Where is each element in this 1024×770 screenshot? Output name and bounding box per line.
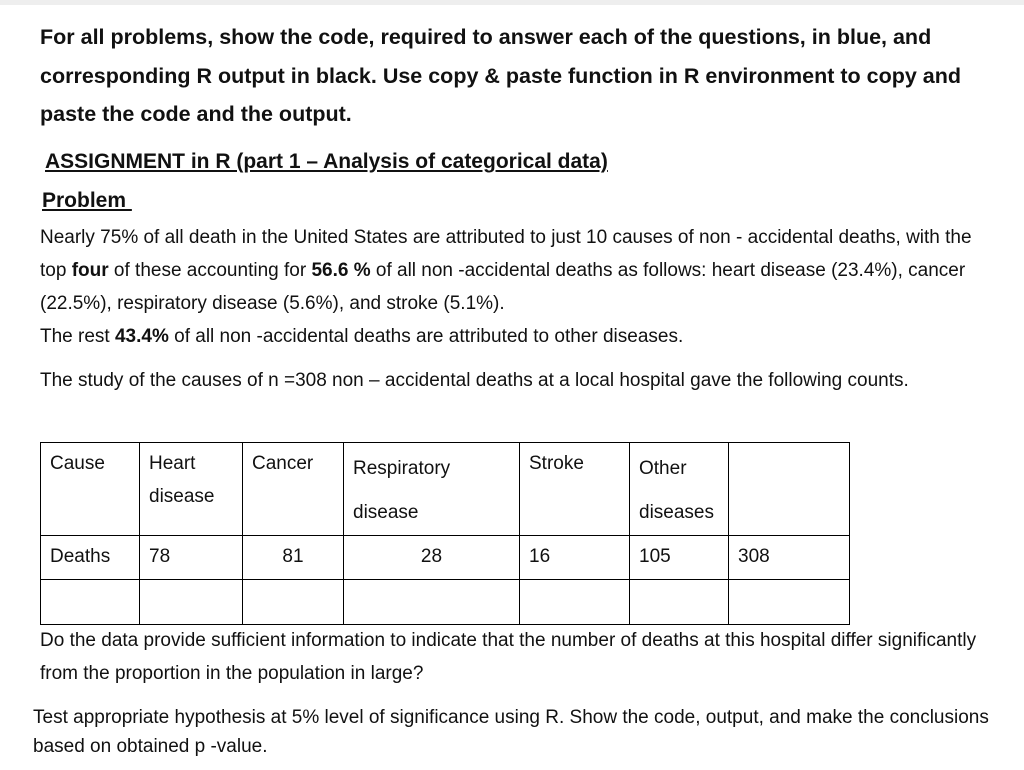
study-description: The study of the causes of n =308 non – accidental deaths at a local hospital gave the following counts. bbox=[40, 370, 909, 391]
top-edge bbox=[0, 0, 1024, 5]
respiratory-disease-header: Respiratory disease bbox=[344, 443, 520, 536]
total-header bbox=[729, 443, 850, 536]
stroke-header: Stroke bbox=[520, 443, 630, 536]
deaths-label: Deaths bbox=[41, 536, 140, 580]
empty-cell bbox=[243, 580, 344, 625]
death-counts-table bbox=[40, 442, 850, 625]
problem-heading: Problem bbox=[42, 189, 132, 212]
other-diseases-header: Other diseases bbox=[630, 443, 729, 536]
stroke-deaths: 16 bbox=[520, 536, 630, 580]
intro-instructions: For all problems, show the code, required to answer each of the questions, in blue, and corresponding R output in black. Use copy & paste function in R environment to copy and paste the code and the output. bbox=[40, 25, 961, 126]
test-instruction: Test appropriate hypothesis at 5% level of significance using R. Show the code, output, and make the conclusions based on obtained p -value. bbox=[33, 707, 989, 757]
heart-disease-header: Heart disease bbox=[140, 443, 243, 536]
empty-cell bbox=[344, 580, 520, 625]
empty-row bbox=[41, 580, 850, 625]
assignment-title: ASSIGNMENT in R (part 1 – Analysis of categorical data) bbox=[45, 150, 608, 173]
table-header-row bbox=[41, 443, 850, 536]
empty-cell bbox=[630, 580, 729, 625]
cancer-deaths: 81 bbox=[243, 536, 344, 580]
paragraph-causes: Nearly 75% of all death in the United States are attributed to just 10 causes of non - accidental deaths, with the top four of these accounting for 56.6 % of all non -accidental deaths as follows: heart disease (23.4%), cancer (22.5%), respiratory disease (5.6%), and stroke (5.1%). bbox=[40, 227, 972, 314]
empty-cell bbox=[729, 580, 850, 625]
respiratory-deaths: 28 bbox=[344, 536, 520, 580]
empty-cell bbox=[41, 580, 140, 625]
other-deaths: 105 bbox=[630, 536, 729, 580]
heart-deaths: 78 bbox=[140, 536, 243, 580]
paragraph-other-diseases: The rest 43.4% of all non -accidental deaths are attributed to other diseases. bbox=[40, 326, 684, 347]
cancer-header: Cancer bbox=[243, 443, 344, 536]
empty-cell bbox=[140, 580, 243, 625]
deaths-row bbox=[41, 536, 850, 580]
empty-cell bbox=[520, 580, 630, 625]
research-question: Do the data provide sufficient information to indicate that the number of deaths at this hospital differ significantly from the proportion in the population in large? bbox=[40, 630, 977, 684]
total-deaths: 308 bbox=[729, 536, 850, 580]
cause-header: Cause bbox=[41, 443, 140, 536]
